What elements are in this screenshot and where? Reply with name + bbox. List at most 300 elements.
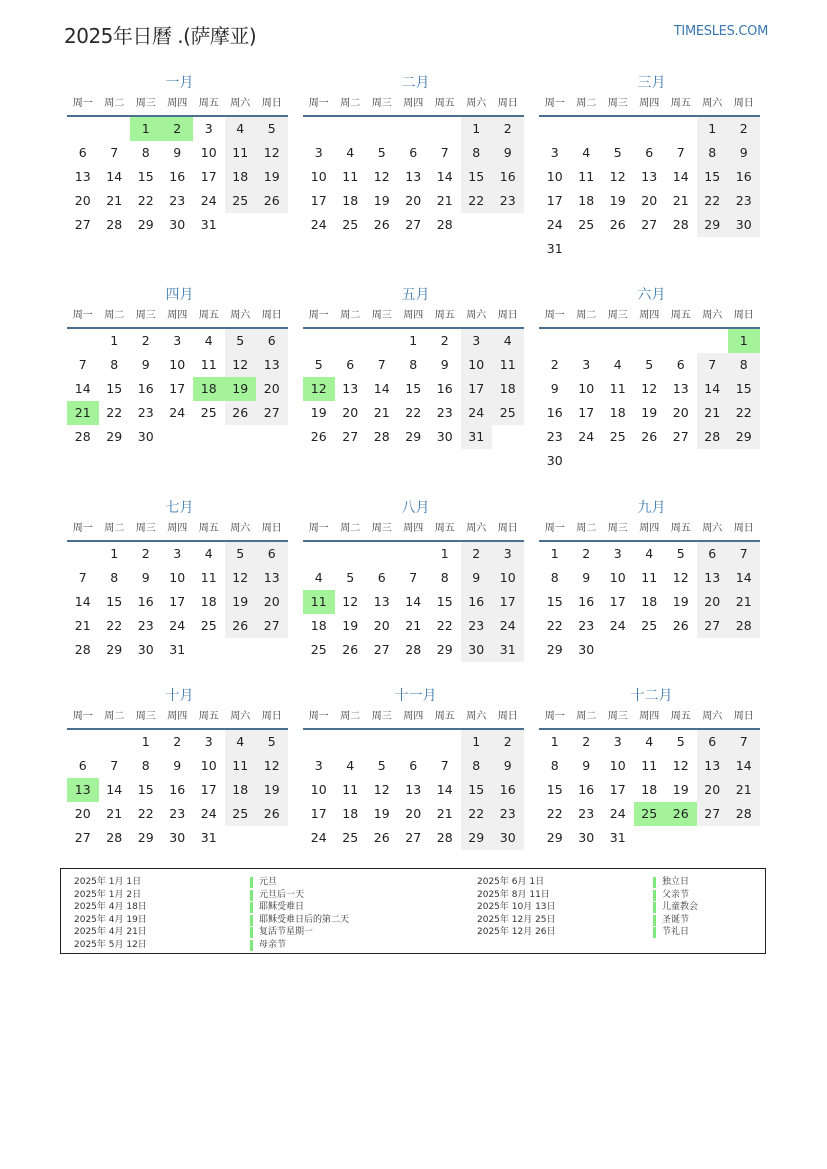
day-cell: 29 [461,826,493,850]
day-cell: 6 [697,730,729,754]
day-cell: 21 [106,806,123,821]
day-cell: 31 [169,642,186,657]
day-cell: 30 [578,642,595,657]
weekday-label: 周日 [733,98,754,109]
day-cell: 4 [204,333,213,348]
legend-color-bar [653,902,656,913]
weekday-label: 周六 [702,523,723,534]
day-cell: 3 [613,546,622,561]
weekday-label: 周六 [230,523,251,534]
day-cell: 10 [546,169,563,184]
weekday-header [67,518,288,542]
day-cell: 19 [310,405,327,420]
weekday-label: 周三 [607,310,628,321]
weekday-label: 周五 [434,98,455,109]
legend-holiday-name: 元旦 [259,877,278,887]
day-cell: 7 [440,145,449,160]
day-cell: 2 [173,734,182,749]
month-name: 九月 [637,500,666,516]
empty-cell [67,117,99,141]
page-title: 2025年日曆 .(萨摩亚) [64,24,257,48]
month-calendar [539,73,760,261]
weekday-label: 周一 [544,523,565,534]
day-cell: 28 [728,614,760,638]
month-name: 五月 [401,287,430,303]
day-cell: 5 [225,329,257,353]
day-cell: 11 [342,782,359,797]
day-cell: 14 [728,566,760,590]
weekday-label: 周日 [261,523,282,534]
legend-date: 2025年 10月 13日 [477,902,556,912]
site-link[interactable]: TIMESLES.COM [673,24,768,39]
day-cell: 19 [373,806,390,821]
day-cell: 27 [74,830,91,845]
day-cell: 28 [672,217,689,232]
day-cell: 30 [728,213,760,237]
day-cell: 21 [672,193,689,208]
day-cell: 5 [645,357,654,372]
day-grid [539,117,760,261]
day-cell: 26 [225,401,257,425]
weekday-label: 周二 [576,523,597,534]
empty-cell [67,542,99,566]
day-cell: 16 [169,782,186,797]
day-cell: 10 [200,145,217,160]
day-cell: 26 [342,642,359,657]
day-cell: 28 [405,642,422,657]
legend-column-left [74,876,349,951]
day-cell: 8 [440,570,449,585]
day-cell: 17 [169,381,186,396]
weekday-label: 周三 [371,523,392,534]
empty-cell [398,730,430,754]
day-cell: 26 [373,830,390,845]
day-cell: 17 [546,193,563,208]
day-cell: 22 [546,806,563,821]
day-cell: 11 [200,570,217,585]
day-cell: 29 [436,642,453,657]
day-cell: 6 [676,357,685,372]
day-grid [303,730,524,850]
weekday-label: 周日 [497,523,518,534]
day-cell: 8 [409,357,418,372]
holiday-day-cell: 1 [130,117,162,141]
weekday-label: 周三 [607,98,628,109]
day-cell: 13 [405,782,422,797]
weekday-label: 周四 [167,310,188,321]
day-cell: 3 [204,734,213,749]
empty-cell [398,117,430,141]
day-cell: 27 [697,802,729,826]
holiday-day-cell: 13 [67,778,99,802]
day-cell: 11 [225,754,257,778]
day-cell: 18 [609,405,626,420]
legend-date: 2025年 1月 1日 [74,877,142,887]
day-cell: 4 [645,546,654,561]
empty-cell [366,730,398,754]
day-cell: 18 [200,594,217,609]
legend-holiday-name: 父亲节 [662,889,690,900]
day-cell: 30 [461,638,493,662]
weekday-label: 周二 [340,98,361,109]
day-cell: 19 [225,590,257,614]
day-cell: 22 [461,189,493,213]
legend-color-bar [250,902,253,913]
day-cell: 19 [342,618,359,633]
day-cell: 5 [256,117,288,141]
legend-date: 2025年 12月 26日 [477,927,556,937]
legend-date: 2025年 4月 21日 [74,927,147,937]
day-cell: 9 [461,566,493,590]
day-cell: 10 [169,357,186,372]
day-cell: 7 [110,758,119,773]
day-cell: 1 [461,117,493,141]
weekday-label: 周五 [198,98,219,109]
day-cell: 11 [609,381,626,396]
day-cell: 12 [373,169,390,184]
day-cell: 11 [641,570,658,585]
month-calendar [67,285,288,449]
weekday-label: 周六 [466,98,487,109]
day-cell: 18 [641,782,658,797]
empty-cell [539,329,571,353]
empty-cell [303,329,335,353]
day-cell: 24 [310,217,327,232]
day-cell: 31 [200,830,217,845]
day-cell: 1 [110,333,119,348]
day-cell: 31 [492,638,524,662]
day-grid [539,329,760,473]
day-cell: 9 [550,381,559,396]
weekday-label: 周二 [340,711,361,722]
weekday-label: 周六 [466,310,487,321]
day-cell: 1 [550,734,559,749]
day-cell: 18 [641,594,658,609]
weekday-label: 周五 [198,523,219,534]
weekday-label: 周一 [72,523,93,534]
legend-item [477,901,698,914]
day-cell: 4 [346,758,355,773]
day-cell: 27 [373,642,390,657]
day-cell: 15 [106,381,123,396]
day-cell: 5 [676,734,685,749]
day-cell: 16 [461,590,493,614]
day-cell: 22 [106,405,123,420]
weekday-label: 周日 [733,523,754,534]
empty-cell [303,542,335,566]
day-cell: 2 [582,734,591,749]
day-cell: 28 [436,830,453,845]
weekday-label: 周一 [72,310,93,321]
day-cell: 15 [546,594,563,609]
day-cell: 18 [310,618,327,633]
day-cell: 19 [641,405,658,420]
day-cell: 29 [697,213,729,237]
day-cell: 16 [492,778,524,802]
day-cell: 7 [697,353,729,377]
weekday-label: 周一 [308,711,329,722]
weekday-label: 周六 [230,711,251,722]
day-cell: 28 [74,642,91,657]
day-cell: 24 [169,618,186,633]
day-cell: 15 [728,377,760,401]
day-cell: 22 [405,405,422,420]
month-name: 七月 [165,500,194,516]
day-cell: 20 [672,405,689,420]
empty-cell [634,117,666,141]
day-cell: 28 [106,830,123,845]
day-cell: 20 [373,618,390,633]
weekday-header [67,706,288,730]
day-cell: 23 [546,429,563,444]
day-grid [303,542,524,662]
day-cell: 6 [346,357,355,372]
legend-color-bar [653,927,656,938]
day-cell: 27 [256,401,288,425]
day-grid [303,117,524,237]
day-cell: 5 [377,145,386,160]
day-cell: 28 [106,217,123,232]
day-cell: 13 [672,381,689,396]
empty-cell [665,329,697,353]
day-cell: 3 [492,542,524,566]
day-cell: 12 [609,169,626,184]
holiday-day-cell: 19 [225,377,257,401]
day-cell: 24 [609,618,626,633]
day-cell: 6 [409,758,418,773]
day-cell: 29 [137,217,154,232]
day-cell: 3 [173,546,182,561]
day-cell: 17 [578,405,595,420]
day-cell: 7 [78,357,87,372]
legend-holiday-name: 耶稣受难日 [259,902,305,912]
weekday-header [67,93,288,117]
month-name: 十月 [165,688,194,704]
day-cell: 4 [225,117,257,141]
day-cell: 24 [578,429,595,444]
legend-item [477,914,698,927]
day-cell: 11 [200,357,217,372]
day-cell: 17 [200,782,217,797]
legend-item [477,876,698,889]
day-cell: 22 [436,618,453,633]
weekday-label: 周五 [434,310,455,321]
day-cell: 9 [728,141,760,165]
day-cell: 7 [409,570,418,585]
weekday-label: 周四 [167,523,188,534]
day-grid [539,730,760,850]
weekday-label: 周二 [340,523,361,534]
day-cell: 23 [492,189,524,213]
day-cell: 6 [409,145,418,160]
day-cell: 17 [492,590,524,614]
weekday-label: 周五 [670,523,691,534]
day-cell: 2 [582,546,591,561]
empty-cell [303,117,335,141]
day-cell: 9 [440,357,449,372]
empty-cell [366,117,398,141]
day-cell: 10 [609,570,626,585]
day-cell: 3 [204,121,213,136]
day-cell: 10 [310,169,327,184]
weekday-label: 周三 [607,523,628,534]
day-cell: 24 [200,193,217,208]
day-cell: 3 [461,329,493,353]
day-cell: 1 [440,546,449,561]
day-cell: 23 [169,806,186,821]
weekday-label: 周四 [639,98,660,109]
day-cell: 5 [346,570,355,585]
day-cell: 16 [492,165,524,189]
day-cell: 20 [697,590,729,614]
day-cell: 25 [225,189,257,213]
day-cell: 25 [342,217,359,232]
day-cell: 18 [225,165,257,189]
day-cell: 30 [137,429,154,444]
day-cell: 29 [405,429,422,444]
day-cell: 7 [440,758,449,773]
day-cell: 17 [200,169,217,184]
day-cell: 2 [141,333,150,348]
legend-date: 2025年 6月 1日 [477,877,545,887]
day-cell: 31 [461,425,493,449]
day-cell: 8 [110,570,119,585]
day-cell: 8 [550,570,559,585]
day-cell: 26 [641,429,658,444]
day-cell: 12 [342,594,359,609]
legend-color-bar [653,877,656,888]
day-cell: 15 [106,594,123,609]
day-cell: 22 [137,193,154,208]
day-cell: 18 [342,193,359,208]
day-cell: 13 [641,169,658,184]
day-cell: 17 [461,377,493,401]
day-cell: 2 [461,542,493,566]
weekday-label: 周四 [639,310,660,321]
day-cell: 16 [137,381,154,396]
day-cell: 7 [78,570,87,585]
day-cell: 30 [578,830,595,845]
day-cell: 27 [256,614,288,638]
day-cell: 19 [672,594,689,609]
day-cell: 29 [546,830,563,845]
month-name: 一月 [165,75,194,91]
day-cell: 10 [169,570,186,585]
holiday-day-cell: 2 [162,117,194,141]
weekday-label: 周五 [434,523,455,534]
day-cell: 21 [373,405,390,420]
weekday-label: 周一 [544,98,565,109]
day-cell: 2 [550,357,559,372]
weekday-label: 周三 [371,711,392,722]
empty-cell [335,730,367,754]
day-cell: 28 [74,429,91,444]
day-cell: 21 [106,193,123,208]
day-cell: 17 [310,806,327,821]
empty-cell [539,117,571,141]
day-cell: 19 [672,782,689,797]
day-cell: 6 [377,570,386,585]
empty-cell [335,542,367,566]
weekday-label: 周一 [72,711,93,722]
day-cell: 23 [137,405,154,420]
day-cell: 1 [110,546,119,561]
day-cell: 23 [461,614,493,638]
legend-holiday-name: 节礼日 [662,927,690,937]
day-cell: 12 [672,758,689,773]
weekday-label: 周日 [733,711,754,722]
day-cell: 16 [169,169,186,184]
day-cell: 17 [169,594,186,609]
weekday-label: 周二 [340,310,361,321]
day-cell: 25 [200,618,217,633]
weekday-label: 周六 [230,98,251,109]
day-cell: 14 [106,782,123,797]
day-cell: 12 [256,141,288,165]
weekday-label: 周二 [576,310,597,321]
weekday-label: 周日 [261,98,282,109]
day-cell: 20 [697,778,729,802]
day-cell: 18 [578,193,595,208]
legend-color-bar [250,877,253,888]
weekday-label: 周六 [702,98,723,109]
day-cell: 9 [582,758,591,773]
day-cell: 23 [578,618,595,633]
month-calendar [303,686,524,850]
weekday-label: 周三 [135,523,156,534]
weekday-label: 周一 [308,523,329,534]
month-name: 十一月 [394,688,437,704]
day-cell: 15 [461,165,493,189]
month-name: 二月 [401,75,430,91]
legend-color-bar [250,890,253,901]
month-calendar [303,498,524,662]
day-cell: 30 [436,429,453,444]
day-cell: 10 [578,381,595,396]
day-cell: 23 [169,193,186,208]
month-calendar [303,73,524,237]
month-calendar [539,498,760,662]
day-cell: 14 [74,594,91,609]
weekday-label: 周五 [670,711,691,722]
weekday-label: 周三 [135,98,156,109]
day-cell: 31 [200,217,217,232]
day-cell: 26 [373,217,390,232]
day-cell: 7 [110,145,119,160]
month-calendar [67,73,288,237]
day-cell: 27 [342,429,359,444]
day-cell: 10 [609,758,626,773]
weekday-label: 周日 [497,310,518,321]
legend-item [74,939,349,952]
weekday-label: 周五 [198,711,219,722]
day-cell: 6 [697,542,729,566]
day-cell: 29 [546,642,563,657]
day-cell: 25 [641,618,658,633]
legend-item [74,876,349,889]
day-cell: 24 [546,217,563,232]
month-name: 六月 [637,287,666,303]
day-cell: 19 [373,193,390,208]
day-cell: 18 [225,778,257,802]
holiday-day-cell: 21 [67,401,99,425]
weekday-label: 周四 [167,711,188,722]
day-cell: 14 [436,169,453,184]
day-cell: 30 [492,826,524,850]
day-cell: 7 [676,145,685,160]
day-cell: 6 [256,329,288,353]
day-cell: 5 [613,145,622,160]
